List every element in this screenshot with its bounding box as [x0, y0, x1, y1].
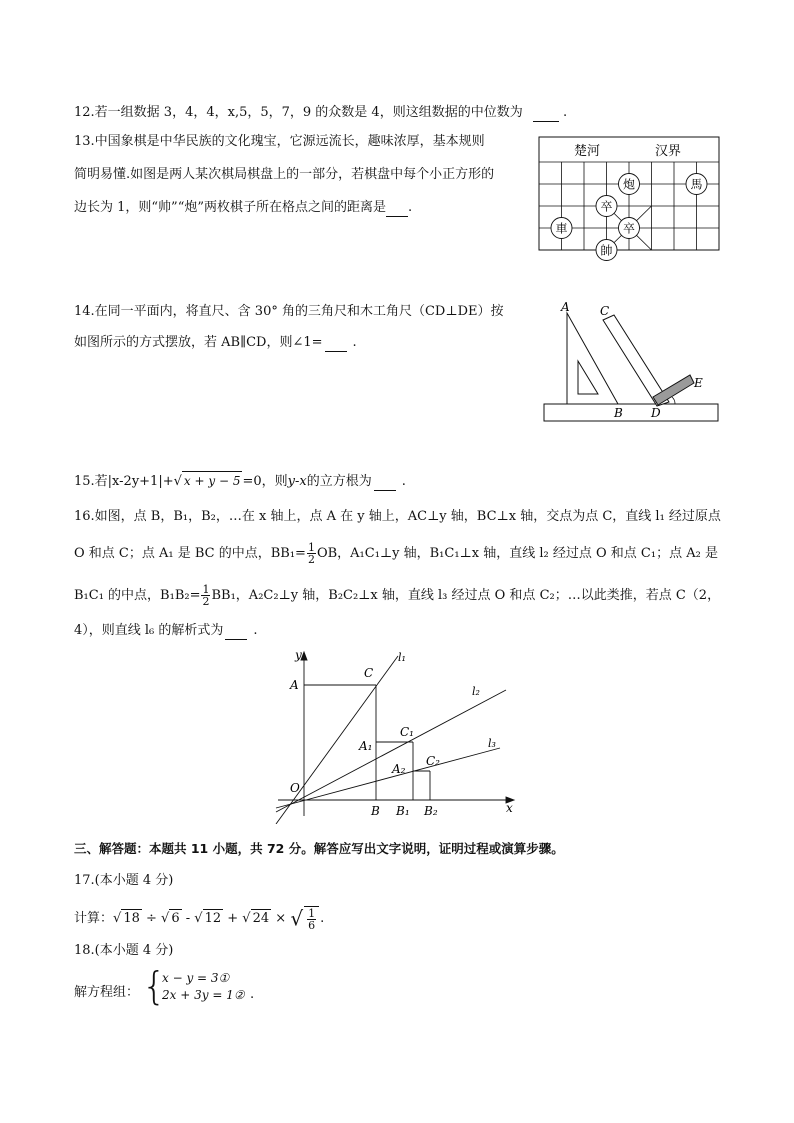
- label-l3: l₃: [488, 737, 496, 750]
- answer-blank: [225, 627, 247, 640]
- frac-denominator: 6: [308, 919, 316, 932]
- radicand-6: 6: [171, 911, 180, 926]
- chess-board-figure: [538, 136, 722, 262]
- answer-blank: [386, 204, 408, 217]
- chess-piece-pao: [619, 174, 640, 195]
- answer-blank: [374, 478, 396, 491]
- q18-title: 18.(本小题 4 分): [74, 943, 174, 958]
- chess-piece-shuai: [596, 240, 617, 261]
- frac-numerator: 1: [307, 541, 315, 554]
- label-l1: l₁: [398, 651, 406, 664]
- label-l2: l₂: [472, 685, 480, 698]
- section-heading: 三、解答题：本题共 11 小题，共 72 分。解答应写出文字说明，证明过程或演算步骤。: [74, 841, 564, 856]
- q15-radicand: x + y − 5: [182, 471, 243, 490]
- q15-prefix: 15.若|x-2y+1|+: [74, 474, 174, 489]
- radicand-12: 12: [204, 911, 222, 926]
- q16-line4: [74, 622, 258, 640]
- answer-blank: [533, 109, 559, 122]
- op-divide: ÷: [141, 911, 162, 926]
- q18-equation-2: 2x + 3y = 1②: [162, 988, 245, 1002]
- frac-denominator: 2: [202, 595, 210, 608]
- chess-piece-ma: [686, 174, 707, 195]
- q13-line1: 13.中国象棋是中华民族的文化瑰宝，它源远流长，趣味浓厚，基本规则: [74, 134, 485, 149]
- radicand-24: 24: [252, 911, 270, 926]
- q18-equation-1: x − y = 3①: [162, 971, 230, 985]
- label-A: A: [561, 300, 570, 314]
- q17-expression: [74, 906, 324, 931]
- q15-expr: y-x: [287, 474, 307, 489]
- fraction-half: [201, 584, 210, 607]
- op-plus: +: [223, 911, 243, 926]
- carpenter-square-arm: [603, 315, 669, 406]
- q13-line2: 简明易懂.如图是两人某次棋局棋盘上的一部分，若棋盘中每个小正方形的: [74, 167, 495, 182]
- op-minus: -: [181, 911, 195, 926]
- fraction-half: [307, 542, 316, 565]
- frac-numerator: 1: [202, 583, 210, 596]
- question-12: [74, 104, 567, 122]
- sqrt-sign: √: [113, 911, 122, 926]
- label-A: A: [290, 678, 299, 692]
- chess-piece-ju: [551, 218, 572, 239]
- coordinate-figure: [268, 644, 528, 824]
- piece-label: 帥: [600, 243, 613, 258]
- river-label-han: 汉界: [655, 144, 682, 159]
- q15-mid: =0，则: [242, 474, 288, 489]
- piece-label: 卒: [622, 221, 636, 236]
- q16-line3b: BB₁，A₂C₂⊥y 轴，B₂C₂⊥x 轴，直线 l₃ 经过点 O 和点 C₂；…以此类推，若点 C（2，: [211, 588, 721, 603]
- label-A2: A₂: [392, 762, 406, 776]
- label-A1: A₁: [359, 739, 373, 753]
- label-C: C: [600, 304, 610, 318]
- radicand-18: 18: [123, 911, 140, 926]
- q14-line2: [74, 334, 357, 352]
- q12-period: .: [563, 105, 568, 120]
- label-O: O: [290, 781, 300, 795]
- chess-piece-zu-2: [619, 218, 640, 239]
- q13-line3-text: 边长为 1，则“帅”“炮”两枚棋子所在格点之间的距离是: [74, 200, 386, 215]
- sqrt-sign: √: [173, 474, 182, 489]
- chess-piece-zu-1: [596, 196, 617, 217]
- label-C2: C₂: [426, 754, 440, 768]
- q16-line3: [74, 584, 720, 607]
- ruler: [544, 404, 718, 421]
- q14-line1: 14.在同一平面内，将直尺、含 30° 角的三角尺和木工角尺（CD⊥DE）按: [74, 304, 504, 319]
- q18-prefix: 解方程组：: [74, 985, 140, 1000]
- frac-numerator: 1: [308, 907, 316, 920]
- angle-1-arc: [672, 397, 675, 404]
- q16-line1: 16.如图，点 B，B₁，B₂，…在 x 轴上，点 A 在 y 轴上，AC⊥y 轴，BC⊥x 轴，交点为点 C，直线 l₁ 经过原点: [74, 509, 721, 524]
- label-B: B: [614, 406, 623, 420]
- label-C1: C₁: [400, 725, 414, 739]
- left-brace-icon: {: [142, 964, 167, 1008]
- q14-period: .: [352, 335, 357, 350]
- q16-line3a: B₁C₁ 的中点，B₁B₂=: [74, 588, 201, 603]
- q16-line2b: OB，A₁C₁⊥y 轴，B₁C₁⊥x 轴，直线 l₂ 经过点 O 和点 C₁；点 A₂ 是: [316, 546, 718, 561]
- q15-suffix: 的立方根为: [306, 474, 372, 489]
- label-B2: B₂: [424, 804, 438, 818]
- fraction-one-sixth: [304, 906, 319, 931]
- label-x: x: [506, 801, 513, 815]
- q17-prefix: 计算：: [74, 911, 114, 926]
- q14-line2-text: 如图所示的方式摆放，若 AB∥CD，则∠1=: [74, 335, 323, 350]
- label-C: C: [364, 666, 374, 680]
- label-B: B: [371, 804, 380, 818]
- label-B1: B₁: [396, 804, 410, 818]
- q16-line2: [74, 542, 718, 565]
- q13-line3: [74, 199, 412, 217]
- piece-label: 炮: [622, 177, 636, 192]
- triangle-inner: [578, 361, 598, 394]
- sqrt-sign: √: [194, 911, 203, 926]
- y-axis-arrow: [301, 652, 307, 660]
- q13-period: .: [408, 200, 413, 215]
- q17-period: .: [320, 911, 325, 926]
- sqrt-sign-large: √: [290, 906, 304, 931]
- label-D: D: [651, 406, 661, 420]
- river-label-chu: 楚河: [574, 144, 601, 159]
- question-15: [74, 471, 406, 491]
- frac-denominator: 2: [307, 553, 315, 566]
- piece-label: 卒: [600, 199, 613, 214]
- answer-blank: [325, 339, 347, 352]
- q18-period: .: [250, 987, 255, 1002]
- q16-line2a: O 和点 C；点 A₁ 是 BC 的中点，BB₁=: [74, 546, 306, 561]
- sqrt-sign: √: [242, 911, 251, 926]
- q15-period: .: [401, 474, 406, 489]
- piece-label: 車: [555, 221, 568, 236]
- label-E: E: [694, 376, 703, 390]
- q16-line4-text: 4），则直线 l₆ 的解析式为: [74, 623, 224, 638]
- sqrt-sign: √: [161, 911, 170, 926]
- q12-text: 12.若一组数据 3，4，4，x,5，5，7，9 的众数是 4，则这组数据的中位数为: [74, 105, 523, 120]
- piece-label: 馬: [690, 177, 703, 192]
- q16-period: .: [253, 623, 258, 638]
- q17-title: 17.(本小题 4 分): [74, 873, 174, 888]
- ruler-triangle-figure: [540, 298, 724, 426]
- label-y: y: [295, 648, 302, 662]
- op-times: ×: [271, 911, 291, 926]
- line-l2: [276, 690, 506, 812]
